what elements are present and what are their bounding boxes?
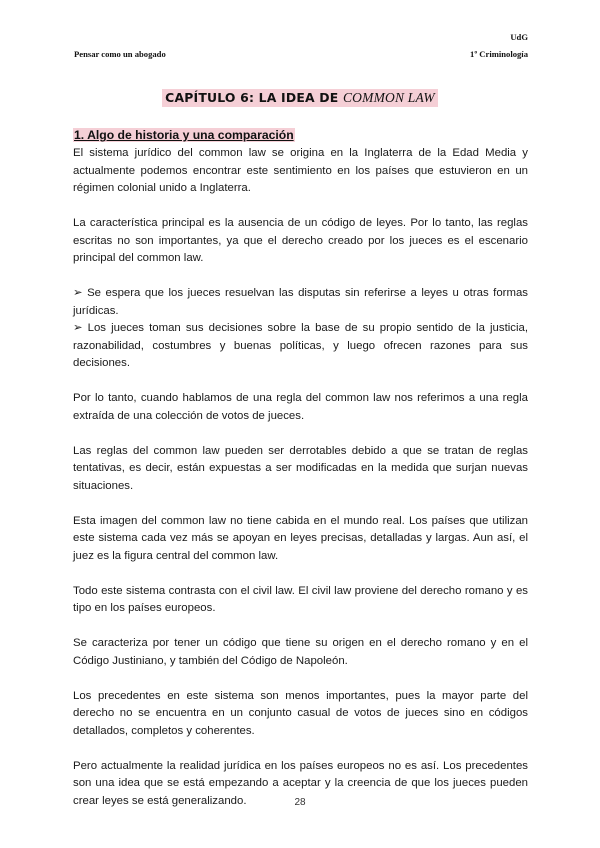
page-number: 28	[294, 797, 306, 808]
paragraph: Los precedentes en este sistema son menos importantes, pues la mayor parte del derecho no se encuentra en un conjunto casual de votos de jueces sino en códigos detallados, completos y coherentes.	[73, 689, 528, 737]
paragraph: El sistema jurídico del common law se origina en la Inglaterra de la Edad Media y actualmente podemos encontrar este sentimiento en los países que estuvieron en un régimen colonial unido a Inglaterra.	[73, 147, 528, 194]
paragraph: La característica principal es la ausencia de un código de leyes. Por lo tanto, las reglas escritas no son importantes, ya que el derecho creado por los jueces es el escenario principal del common law.	[73, 217, 528, 264]
chapter-title-prefix: CAPÍTULO 6: LA IDEA DE	[165, 90, 343, 105]
paragraph: Por lo tanto, cuando hablamos de una regla del common law nos referimos a una regla extraída de una colección de votos de jueces.	[73, 392, 528, 422]
chapter-title-wrap	[0, 89, 600, 107]
chapter-title	[162, 89, 438, 107]
paragraph: Se caracteriza por tener un código que tiene su origen en el derecho romano y en el Código Justiniano, y también del Código de Napoleón.	[73, 637, 528, 667]
header-degree: 1º Criminología	[470, 49, 528, 59]
document-body	[73, 145, 528, 828]
chapter-title-italic: COMMON LAW	[342, 90, 435, 105]
bullet-item: ➢ Se espera que los jueces resuelvan las disputas sin referirse a leyes u otras formas jurídicas.	[73, 287, 528, 317]
paragraph: Las reglas del common law pueden ser derrotables debido a que se tratan de reglas tentativas, es decir, están expuestas a ser modificadas en la medida que surjan nuevas situaciones.	[73, 444, 528, 492]
paragraph: Esta imagen del common law no tiene cabida en el mundo real. Los países que utilizan este sistema cada vez más se apoyan en leyes precisas, detalladas y largas. Aun así, el juez es la figura central del common law.	[73, 514, 528, 562]
bullet-item: ➢ Los jueces toman sus decisiones sobre la base de su propio sentido de la justicia, razonabilidad, costumbres y buenas políticas, y luego ofrecen razones para sus decisiones.	[73, 322, 528, 369]
header-university: UdG	[510, 32, 528, 42]
header-course-title: Pensar como un abogado	[74, 49, 166, 59]
paragraph: Pero actualmente la realidad jurídica en los países europeos no es así. Los precedentes son una idea que se está empezando a aceptar y la creencia de que los jueces pueden crear leyes se está generalizando.	[73, 759, 528, 807]
paragraph: Todo este sistema contrasta con el civil law. El civil law proviene del derecho romano y es tipo en los países europeos.	[73, 584, 528, 614]
section-heading: 1. Algo de historia y una comparación	[74, 128, 294, 142]
